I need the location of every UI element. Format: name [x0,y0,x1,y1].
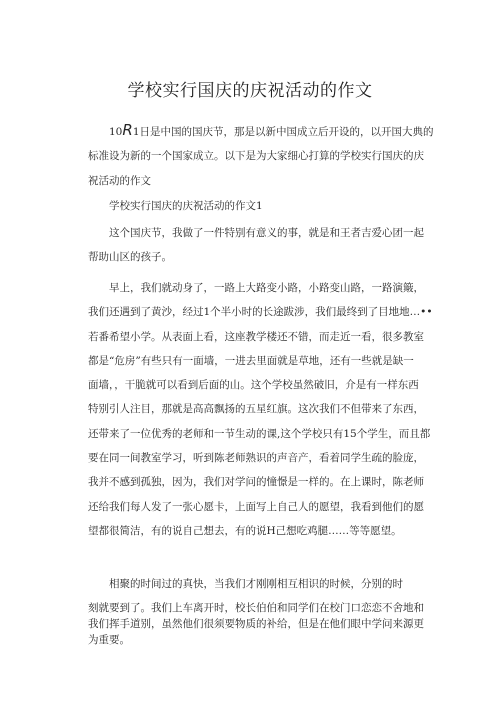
paragraph-2-line-11: 望都很简洁，有的说自己想去，有的说H己想吃鸡腿……等等愿望。 [88,524,402,537]
intro-line-2: 标准设为新的一个国家成立。以下是为大家细心打算的学校实行国庆的庆 [88,150,424,163]
paragraph-1-line-1: 这个国庆节，我做了一件特别有意义的事，就是和王者吉爱心团一起 [109,227,424,239]
intro-line-3: 祝活动的作文 [88,174,151,187]
paragraph-2-line-1: 早上，我们就动身了，一路上大路变小路，小路变山路，一路演簸， [109,282,424,294]
paragraph-4 [88,600,424,648]
intro-line-1 [88,118,434,144]
intro-paragraph [88,118,434,193]
paragraph-2-line-4: 都是“危房”有些只有一面墙，一进去里面就是草地，还有一些就是缺一 [88,354,414,367]
paragraph-2-line-3: 若番希望小学。从表面上看，这座教学楼还不错，而走近一看，很多教室 [88,330,424,343]
section-subheading: 学校实行国庆的庆祝活动的作文1 [109,200,263,212]
paragraph-2-line-6: 特别引人注目，那就是高高飘扬的五星红旗。这次我们不但带来了东西， [88,403,424,416]
paragraph-2-line-8: 要在同一间教室学习，听到陈老师熟识的声音产，看着同学生疏的脸庞， [88,452,424,465]
intro-date-prefix: 10 [109,126,123,138]
paragraph-2-line-10: 还给我们每人发了一张心愿卡，上面写上自己人的愿望，我看到他们的愿 [88,500,424,513]
intro-line-1-rest: 1日是中国的国庆节，那是以新中国成立后开设的，以开国大典的 [132,126,434,138]
paragraph-2 [88,276,433,543]
paragraph-3 [88,572,418,596]
paragraph-2-line-5: 面墙，，干脆就可以看到后面的山。这个学校虽然破旧，介是有一样东西 [88,379,419,392]
paragraph-2-line-9: 我并不感到孤独，因为，我们对学问的憧憬是一样的。在上课时，陈老师 [88,476,424,489]
paragraph-3-line-1: 相聚的时间过的真快，当我们才刚刚相互相识的时候，分别的时 [109,578,403,590]
section-subheading-block [88,194,418,218]
paragraph-4-line-1: 刻就要到了。我们上车离开时，校长伯伯和同学们在校门口恋恋不舍地和 [88,602,424,614]
paragraph-1-line-2: 帮助山区的孩子。 [88,251,172,264]
paragraph-2-line-2: 我们还遇到了黄沙，经过1个半小时的长途跋涉，我们最终到了目地地…•• [88,306,433,319]
intro-date-r: R [122,121,133,139]
paragraph-4-line-2: 我们挥手道别，虽然他们很须要物质的补给，但是在他们眼中学问来源更 [88,618,424,630]
paragraph-2-line-7: 还带来了一位优秀的老师和一节生动的课,这个学校只有15个学生，而且都 [88,427,431,440]
paragraph-4-line-3: 为重要。 [88,634,130,646]
document-title: 学校实行国庆的庆祝活动的作文 [127,81,373,101]
paragraph-1 [88,221,424,270]
